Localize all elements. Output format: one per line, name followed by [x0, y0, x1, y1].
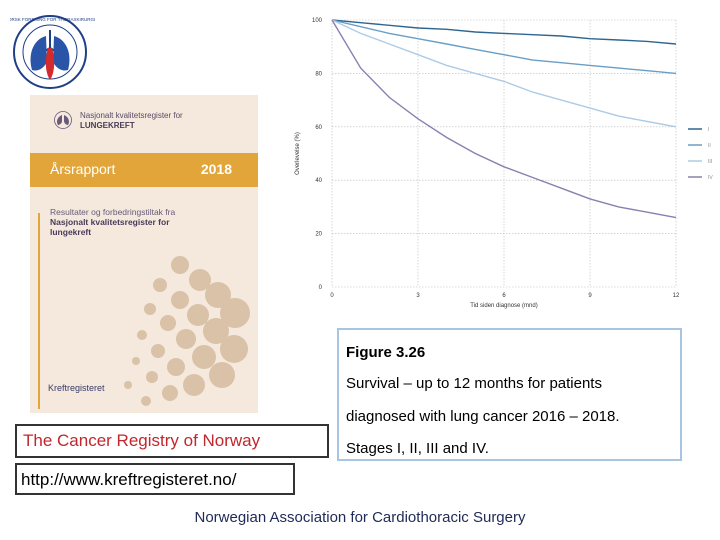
cover-band-title: Årsrapport — [50, 161, 116, 177]
cover-dot — [124, 381, 132, 389]
cover-title-band — [30, 153, 258, 187]
y-tick-label: 100 — [311, 18, 322, 24]
survival-chart — [290, 8, 720, 326]
cover-dot — [162, 385, 178, 401]
cover-dot — [151, 344, 165, 358]
figure-caption-box — [337, 328, 682, 461]
cover-dot — [176, 329, 196, 349]
cover-header — [80, 111, 183, 131]
y-tick-label: 80 — [315, 71, 322, 78]
x-tick-label: 12 — [672, 293, 680, 299]
x-tick-label: 0 — [330, 293, 334, 299]
cover-dot — [209, 362, 235, 388]
cover-dot — [220, 335, 248, 363]
y-tick-label: 40 — [315, 178, 322, 185]
lungs-emblem-icon — [10, 12, 102, 92]
caption-figure-number: Figure 3.26 — [346, 344, 426, 361]
cover-dot — [146, 371, 158, 383]
cover-header-line2: LUNGEKREFT — [80, 121, 135, 130]
legend-label-I: I — [708, 127, 710, 133]
association-logo — [10, 12, 102, 92]
cover-header-line1: Nasjonalt kvalitetsregister for — [80, 111, 183, 120]
x-tick-label: 3 — [416, 293, 420, 299]
cover-dot — [144, 303, 156, 315]
cover-dot — [167, 358, 185, 376]
cover-subtitle — [50, 207, 220, 237]
registry-name-box: The Cancer Registry of Norway — [15, 424, 329, 458]
lungs-icon — [52, 111, 74, 129]
x-axis-label: Tid siden diagnose (mnd) — [470, 303, 538, 309]
logo-ring-text: NORSK FORENING FOR THORAXKIRURGI — [10, 17, 96, 22]
cover-dot — [171, 256, 189, 274]
legend-label-II: II — [708, 143, 711, 149]
cover-dot — [132, 357, 140, 365]
caption-line-2: Survival – up to 12 months for patients — [346, 375, 602, 392]
x-tick-label: 9 — [588, 293, 592, 299]
cover-publisher: Kreftregisteret — [48, 383, 105, 393]
cover-accent-line — [38, 213, 40, 409]
caption-line-4: Stages I, II, III and IV. — [346, 440, 489, 457]
cover-dot — [137, 330, 147, 340]
cover-subtitle-line2: Nasjonalt kvalitetsregister for — [50, 217, 170, 227]
legend-label-IV: IV — [708, 175, 713, 181]
cover-dot — [160, 315, 176, 331]
association-footer: Norwegian Association for Cardiothoracic Surgery — [194, 509, 526, 526]
y-tick-label: 0 — [318, 285, 322, 291]
y-axis-label: Overlevelse (%) — [295, 132, 301, 175]
cover-subtitle-line3: lungekreft — [50, 227, 92, 237]
cover-dot — [171, 291, 189, 309]
registry-url-link[interactable]: http://www.kreftregisteret.no/ — [15, 463, 295, 495]
cover-band-year: 2018 — [200, 161, 232, 177]
caption-line-3: diagnosed with lung cancer 2016 – 2018. — [346, 408, 620, 425]
report-cover-image — [30, 95, 258, 413]
cover-dot — [153, 278, 167, 292]
cover-subtitle-line1: Resultater og forbedringstiltak fra — [50, 207, 176, 217]
cover-dot — [183, 374, 205, 396]
cover-dot — [141, 396, 151, 406]
legend-label-III: III — [708, 159, 713, 165]
y-tick-label: 60 — [315, 124, 322, 131]
x-tick-label: 6 — [502, 293, 506, 299]
y-tick-label: 20 — [315, 231, 322, 238]
